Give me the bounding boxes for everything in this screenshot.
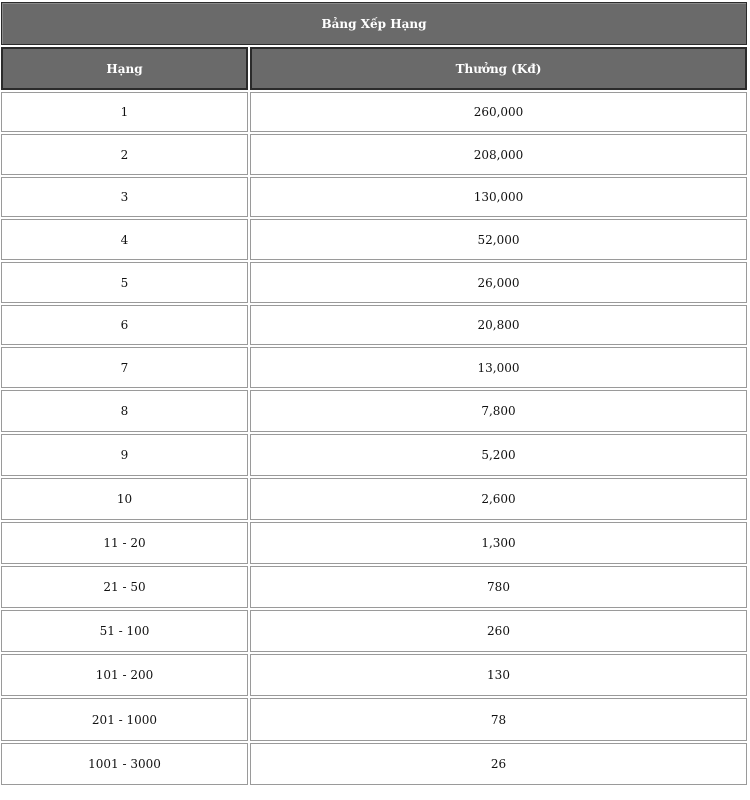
rank-cell: 5	[1, 262, 248, 303]
table-row	[0, 133, 750, 176]
table-row	[0, 304, 750, 346]
rank-cell: 101 - 200	[1, 654, 248, 696]
rank-cell: 21 - 50	[1, 566, 248, 608]
reward-cell: 130	[250, 654, 747, 696]
table-row	[0, 433, 750, 477]
table-row	[0, 697, 750, 742]
table-row	[0, 521, 750, 565]
reward-cell: 26	[250, 743, 747, 785]
rank-cell: 1	[1, 92, 248, 132]
table-body	[0, 91, 750, 786]
reward-cell: 20,800	[250, 305, 747, 345]
table-row	[0, 176, 750, 218]
rank-cell: 2	[1, 134, 248, 175]
reward-cell: 78	[250, 698, 747, 741]
table-row	[0, 91, 750, 133]
rank-cell: 10	[1, 478, 248, 520]
table-row	[0, 609, 750, 653]
table-row	[0, 477, 750, 521]
reward-cell: 52,000	[250, 219, 747, 260]
table-row	[0, 565, 750, 609]
reward-cell: 2,600	[250, 478, 747, 520]
rank-cell: 8	[1, 390, 248, 432]
reward-cell: 7,800	[250, 390, 747, 432]
table-row	[0, 261, 750, 304]
reward-cell: 260	[250, 610, 747, 652]
column-header-rank: Hạng	[1, 47, 248, 90]
rank-cell: 51 - 100	[1, 610, 248, 652]
reward-cell: 130,000	[250, 177, 747, 217]
reward-cell: 780	[250, 566, 747, 608]
reward-cell: 5,200	[250, 434, 747, 476]
table-row	[0, 346, 750, 389]
table-row	[0, 742, 750, 786]
rank-cell: 11 - 20	[1, 522, 248, 564]
rank-cell: 9	[1, 434, 248, 476]
table-title: Bảng Xếp Hạng	[1, 2, 747, 45]
reward-cell: 1,300	[250, 522, 747, 564]
rank-cell: 7	[1, 347, 248, 388]
reward-cell: 260,000	[250, 92, 747, 132]
reward-cell: 208,000	[250, 134, 747, 175]
table-row	[0, 389, 750, 433]
rank-cell: 201 - 1000	[1, 698, 248, 741]
rank-cell: 6	[1, 305, 248, 345]
table-row	[0, 653, 750, 697]
rank-cell: 1001 - 3000	[1, 743, 248, 785]
reward-cell: 13,000	[250, 347, 747, 388]
reward-cell: 26,000	[250, 262, 747, 303]
column-header-reward: Thưởng (Kđ)	[250, 47, 747, 90]
rank-cell: 4	[1, 219, 248, 260]
table-row	[0, 218, 750, 261]
rank-cell: 3	[1, 177, 248, 217]
